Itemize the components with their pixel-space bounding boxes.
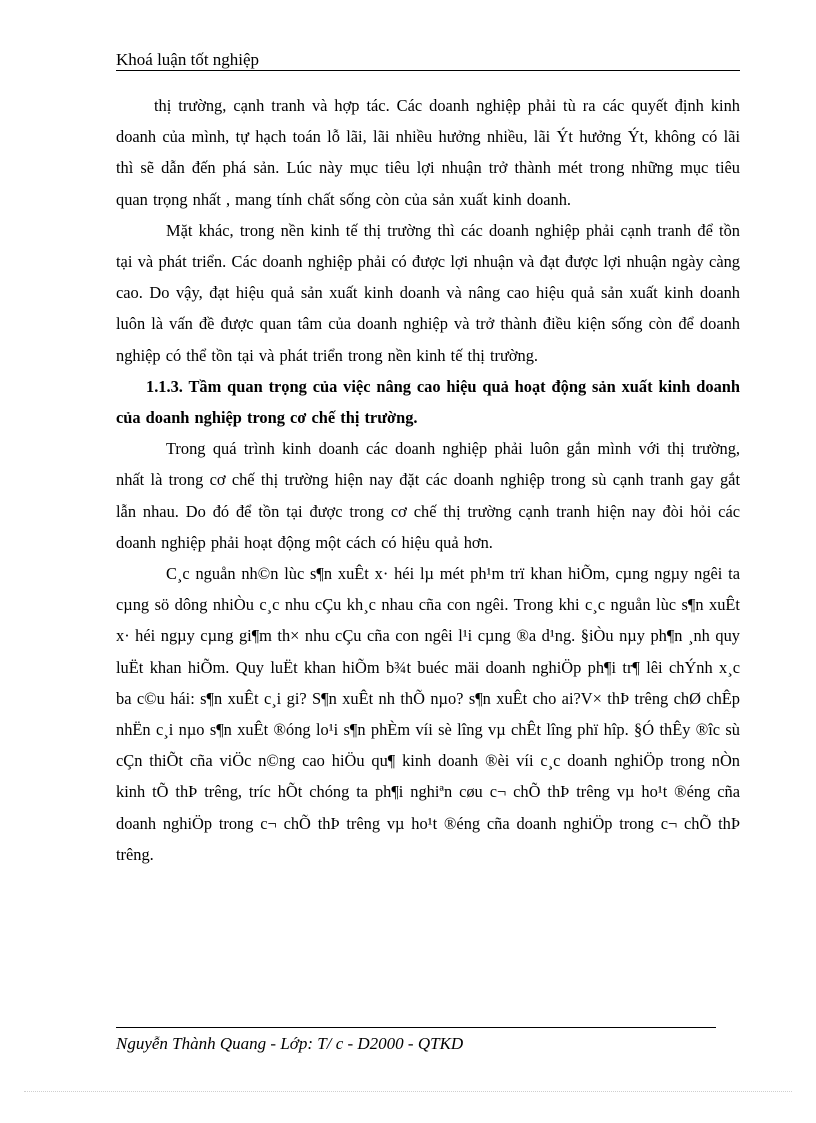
section-heading: 1.1.3. Tầm quan trọng của việc nâng cao hiệu quả hoạt động sản xuất kinh doanh của doanh nghiệp trong cơ chế thị trường. (116, 376, 740, 428)
paragraph-2: Mặt khác, trong nền kinh tế thị trường thì các doanh nghiệp phải cạnh tranh để tồn tại và phát triển. Các doanh nghiệp phải có được lợi nhuận và đạt được lợi nhuận ngày càng cao. Do vậy, đạt hiệu quả sản xuất kinh doanh và nâng cao hiệu quả sản xuất kinh doanh luôn là vấn đề được quan tâm của doanh nghiệp và trở thành điều kiện sống còn để doanh nghiệp có thể tồn tại và phát triển trong nền kinh tế thị trường. (116, 220, 740, 365)
paragraph-1: thị trường, cạnh tranh và hợp tác. Các doanh nghiệp phải tù ra các quyết định kinh doanh của mình, tự hạch toán lỗ lãi, lãi nhiều hưởng nhiều, lãi Ýt hưởng Ýt, không có lãi thì sẽ dẫn đến phá sản. Lúc này mục tiêu lợi nhuận trở thành mét trong những mục tiêu quan trọng nhất , mang tính chất sống còn của sản xuất kinh doanh. (116, 96, 740, 209)
page-edge-line (24, 1091, 792, 1092)
header-divider (116, 70, 740, 71)
page-header-title: Khoá luận tốt nghiệp (116, 50, 260, 69)
paragraph-3: Trong quá trình kinh doanh các doanh nghiệp phải luôn gắn mình với thị trường, nhất là trong cơ chế thị trường hiện nay đặt các doanh nghiệp trong sù cạnh tranh gay gắt lẫn nhau. Do đó để tồn tại được trong cơ chế thị trường cạnh tranh hiện nay đòi hỏi các doanh nghiệp phải hoạt động một cách có hiệu quả hơn. (116, 439, 740, 552)
document-body (116, 90, 740, 870)
page-footer: Nguyễn Thành Quang - Lớp: T/ c - D2000 - QTKD (116, 1034, 464, 1053)
footer-divider (116, 1027, 716, 1028)
paragraph-4: C¸c nguån nh©n lùc s¶n xuÊt x· héi lµ mét ph¹m trï khan hiÕm, cµng ngµy ngêi ta cµng sö dông nhiÒu c¸c nhu cÇu kh¸c nhau cña con ngêi. Trong khi c¸c nguån lùc s¶n xuÊt x· héi ngµy cµng gi¶m th× nhu cÇu cña con ngêi l¹i cµng ®a d¹ng. §iÒu nµy ph¶n ¸nh quy luËt khan hiÕm. Quy luËt khan hiÕm b¾t buéc mäi doanh nghiÖp ph¶i tr¶ lêi chÝnh x¸c ba c©u hái: s¶n xuÊt c¸i gi? S¶n xuÊt nh thÕ nµo? s¶n xuÊt cho ai?V× thÞ trêng chØ chÊp nhËn c¸i nµo s¶n xuÊt ®óng lo¹i s¶n phÈm víi sè lîng vµ chÊt lîng phï hîp. §Ó thÊy ®îc sù cÇn thiÕt cña viÖc n©ng cao hiÖu qu¶ kinh doanh ®èi víi c¸c doanh nghiÖp trong nÒn kinh tÕ thÞ trêng, tríc hÕt chóng ta ph¶i nghiªn cøu c¬ chÕ thÞ trêng vµ ho¹t ®éng cña doanh nghiÖp trong c¬ chÕ thÞ trêng vµ ho¹t ®éng cña doanh nghiÖp trong c¬ chÕ thÞ trêng. (116, 564, 740, 864)
